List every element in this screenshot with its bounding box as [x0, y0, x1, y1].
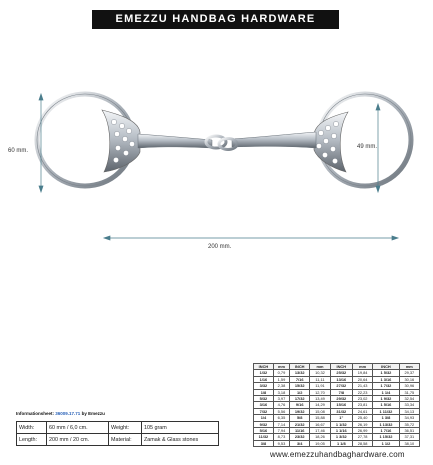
weight-value: 105 gram	[142, 422, 219, 434]
mm-cell: 32,54	[399, 396, 419, 402]
inch-cell: 15/32	[290, 383, 310, 389]
inch-cell: 31/32	[330, 408, 352, 414]
conversion-header: mm	[352, 364, 372, 370]
mm-cell: 10,32	[310, 370, 330, 376]
width-value: 60 mm / 6,0 cm.	[47, 422, 109, 434]
inch-cell: 21/32	[290, 421, 310, 427]
mm-cell: 22,23	[352, 389, 372, 395]
mm-cell: 37,31	[399, 434, 419, 440]
inch-cell: 1 1/32	[330, 421, 352, 427]
inch-cell: 1/4	[254, 415, 274, 421]
inch-cell: 1 3/8	[373, 415, 399, 421]
inch-cell: 29/32	[330, 396, 352, 402]
inch-cell: 3/8	[254, 440, 274, 446]
mm-cell: 5,56	[273, 408, 289, 414]
weight-label: Weight:	[109, 422, 142, 434]
mm-cell: 18,26	[310, 434, 330, 440]
inch-cell: 1 1/2	[373, 440, 399, 446]
inch-cell: 1/8	[254, 389, 274, 395]
inch-cell: 13/16	[330, 376, 352, 382]
mm-cell: 38,10	[399, 440, 419, 446]
specification-table	[16, 421, 219, 446]
mm-cell: 24,61	[352, 408, 372, 414]
mm-cell: 11,11	[310, 376, 330, 382]
width-dimension-label: 200 mm.	[208, 244, 232, 250]
mm-cell: 28,58	[352, 440, 372, 446]
inch-cell: 3/4	[290, 440, 310, 446]
mm-cell: 15,08	[310, 408, 330, 414]
conversion-header: mm	[273, 364, 289, 370]
inch-cell: 1/32	[254, 370, 274, 376]
mm-cell: 26,99	[352, 428, 372, 434]
conversion-header: mm	[399, 364, 419, 370]
mm-cell: 25,40	[352, 415, 372, 421]
inch-cell: 1 9/32	[373, 396, 399, 402]
conversion-header: INCH	[290, 364, 310, 370]
mm-cell: 31,75	[399, 389, 419, 395]
mm-cell: 30,96	[399, 383, 419, 389]
mm-cell: 3,97	[273, 396, 289, 402]
length-value: 200 mm / 20 cm.	[47, 434, 109, 446]
mm-cell: 35,72	[399, 421, 419, 427]
inch-cell: 3/16	[254, 402, 274, 408]
conversion-header: INCH	[330, 364, 352, 370]
conversion-body	[254, 370, 420, 447]
inch-cell: 1"	[330, 415, 352, 421]
mm-cell: 34,13	[399, 408, 419, 414]
mm-cell: 34,93	[399, 415, 419, 421]
inch-cell: 25/32	[330, 370, 352, 376]
material-label: Material:	[109, 434, 142, 446]
inch-cell: 5/16	[254, 428, 274, 434]
inch-cell: 1 1/16	[330, 428, 352, 434]
inch-mm-conversion-table	[253, 363, 420, 447]
mm-cell: 8,73	[273, 434, 289, 440]
inch-cell: 1 11/32	[373, 408, 399, 414]
mm-cell: 14,29	[310, 402, 330, 408]
inch-cell: 1 15/32	[373, 434, 399, 440]
inch-cell: 7/16	[290, 376, 310, 382]
snaffle-bit-illustration	[0, 60, 433, 260]
inch-cell: 9/16	[290, 402, 310, 408]
mm-cell: 0,79	[273, 370, 289, 376]
spec-row	[17, 434, 219, 446]
inch-cell: 1/16	[254, 376, 274, 382]
website-url: www.emezzuhandbaghardware.com	[270, 450, 405, 459]
conversion-header: INCH	[254, 364, 274, 370]
mm-cell: 36,51	[399, 428, 419, 434]
inch-cell: 1 5/32	[373, 370, 399, 376]
mm-cell: 7,14	[273, 421, 289, 427]
inch-cell: 11/32	[254, 434, 274, 440]
conversion-header: INCH	[373, 364, 399, 370]
left-cheek-plate	[102, 110, 140, 172]
info-by: by Emezzu	[81, 411, 105, 416]
mm-cell: 7,94	[273, 428, 289, 434]
info-label: Informationsheet:	[16, 411, 55, 416]
inch-cell: 11/16	[290, 428, 310, 434]
mm-cell: 26,19	[352, 421, 372, 427]
mm-cell: 1,59	[273, 376, 289, 382]
mm-cell: 30,16	[399, 376, 419, 382]
length-label: Length:	[17, 434, 47, 446]
right-mouthpiece	[232, 132, 316, 148]
inch-cell: 1 1/8	[330, 440, 352, 446]
conversion-row	[254, 440, 420, 446]
mm-cell: 33,34	[399, 402, 419, 408]
height-dimension-label: 60 mm.	[8, 148, 29, 154]
inch-cell: 1 7/16	[373, 428, 399, 434]
inner-ring-dimension-label: 49 mm.	[357, 144, 378, 150]
inch-cell: 23/32	[290, 434, 310, 440]
mm-cell: 19,05	[310, 440, 330, 446]
inch-cell: 1 13/32	[373, 421, 399, 427]
mm-cell: 15,88	[310, 415, 330, 421]
inch-cell: 5/32	[254, 396, 274, 402]
mm-cell: 16,67	[310, 421, 330, 427]
mm-cell: 6,35	[273, 415, 289, 421]
conversion-header: mm	[310, 364, 330, 370]
dimension-height	[39, 94, 43, 192]
mm-cell: 12,70	[310, 389, 330, 395]
mm-cell: 23,02	[352, 396, 372, 402]
inch-cell: 7/8	[330, 389, 352, 395]
inch-cell: 19/32	[290, 408, 310, 414]
material-value: Zamak & Glass stones	[142, 434, 219, 446]
inch-cell: 17/32	[290, 396, 310, 402]
mm-cell: 2,38	[273, 383, 289, 389]
inch-cell: 1 5/16	[373, 402, 399, 408]
right-cheek-plate	[314, 112, 348, 172]
inch-cell: 3/32	[254, 383, 274, 389]
left-mouthpiece	[138, 134, 212, 148]
inch-cell: 1 1/4	[373, 389, 399, 395]
inch-cell: 1 3/16	[373, 376, 399, 382]
dimension-width	[104, 236, 398, 240]
mm-cell: 29,37	[399, 370, 419, 376]
inch-cell: 1/2	[290, 389, 310, 395]
inch-cell: 15/16	[330, 402, 352, 408]
inch-cell: 13/32	[290, 370, 310, 376]
article-code: 36009.17.71	[55, 411, 81, 416]
inch-cell: 7/32	[254, 408, 274, 414]
inch-cell: 5/8	[290, 415, 310, 421]
mm-cell: 4,76	[273, 402, 289, 408]
inch-cell: 9/32	[254, 421, 274, 427]
mm-cell: 23,81	[352, 402, 372, 408]
mm-cell: 3,18	[273, 389, 289, 395]
inch-cell: 1 7/32	[373, 383, 399, 389]
mm-cell: 9,53	[273, 440, 289, 446]
information-sheet-title	[16, 411, 105, 416]
mm-cell: 17,46	[310, 428, 330, 434]
inch-cell: 27/32	[330, 383, 352, 389]
mm-cell: 20,64	[352, 376, 372, 382]
width-label: Width:	[17, 422, 47, 434]
mm-cell: 13,49	[310, 396, 330, 402]
brand-header: EMEZZU HANDBAG HARDWARE	[92, 10, 339, 29]
mm-cell: 21,43	[352, 383, 372, 389]
mm-cell: 19,84	[352, 370, 372, 376]
mm-cell: 11,91	[310, 383, 330, 389]
spec-row	[17, 422, 219, 434]
mm-cell: 27,78	[352, 434, 372, 440]
inch-cell: 1 3/32	[330, 434, 352, 440]
